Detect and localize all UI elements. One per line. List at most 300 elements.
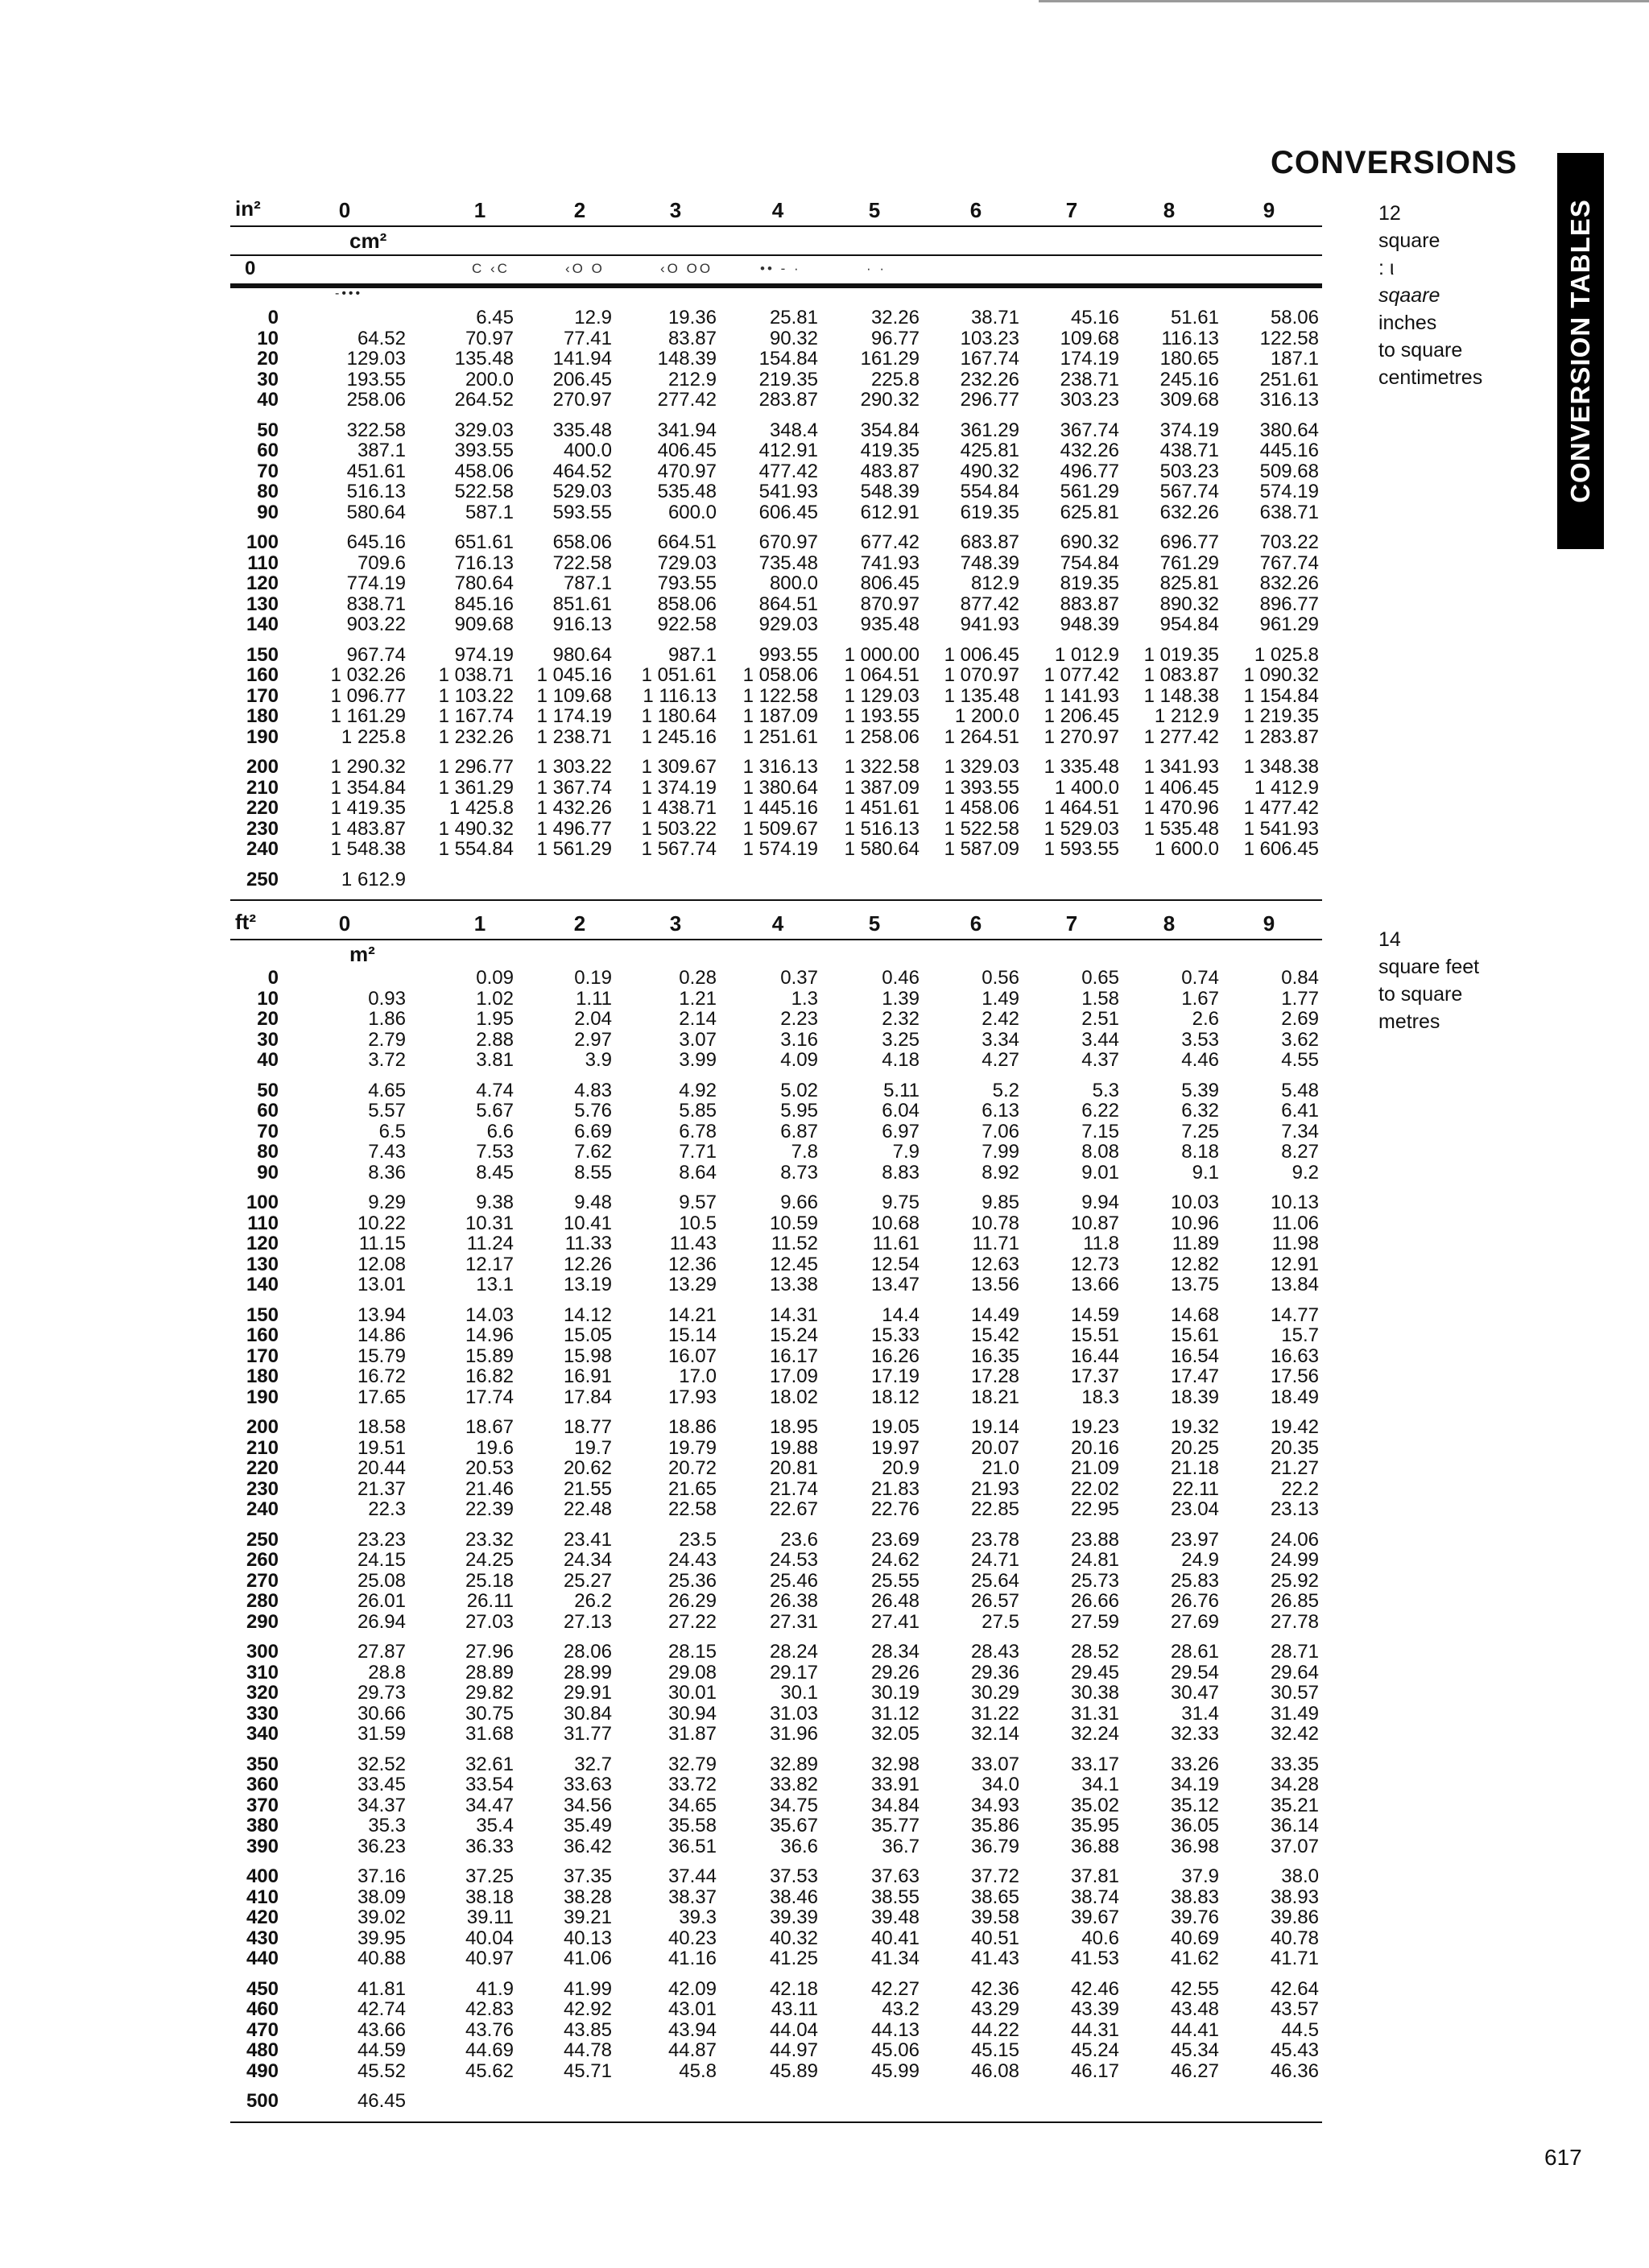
table-cell: 0.37: [780, 967, 818, 989]
table-cell: 664.51: [657, 531, 717, 553]
row-label: 190: [246, 725, 279, 748]
table-cell: 24.34: [563, 1549, 612, 1571]
table-cell: 31.12: [870, 1702, 920, 1725]
table-cell: 1 367.74: [536, 776, 612, 799]
table-cell: 21.37: [357, 1477, 406, 1500]
row-label: 10: [257, 987, 279, 1010]
table-cell: 35.95: [1070, 1815, 1119, 1836]
table-cell: 11.43: [669, 1233, 717, 1254]
table-cell: 19.36: [667, 307, 717, 328]
table-cell: 2.32: [882, 1008, 920, 1030]
table-cell: 3.99: [679, 1049, 717, 1071]
row-group: [230, 1530, 1322, 1633]
table-cell: 1.77: [1281, 987, 1319, 1010]
table-cell: 7.43: [368, 1141, 406, 1163]
table-cell: 45.24: [1070, 2039, 1119, 2061]
table-cell: 1 116.13: [643, 684, 717, 707]
table-cell: 42.36: [970, 1977, 1019, 2000]
table-cell: 10.5: [679, 1212, 717, 1234]
table-row: [230, 1050, 1322, 1071]
table-cell: 1 225.8: [341, 725, 406, 748]
table-cell: 44.59: [357, 2039, 406, 2061]
table-cell: 7.06: [982, 1120, 1019, 1142]
table-cell: 961.29: [1259, 613, 1319, 635]
table-cell: 21.55: [563, 1477, 612, 1500]
row-label: 160: [246, 664, 279, 686]
table-row: [230, 481, 1322, 502]
table-cell: 28.89: [465, 1661, 514, 1683]
table-cell: 1 090.32: [1243, 664, 1319, 686]
table-cell: 548.39: [860, 481, 920, 502]
row-label: 140: [246, 613, 279, 635]
table-in2-cm2: [230, 193, 1322, 901]
table-row: [230, 1836, 1322, 1857]
table-cell: 483.87: [860, 460, 920, 482]
table-cell: 20.81: [769, 1457, 818, 1479]
table-cell: 23.41: [563, 1528, 612, 1551]
table-cell: 1.95: [476, 1008, 514, 1030]
table-cell: 1 019.35: [1143, 643, 1219, 666]
row-label: 190: [246, 1386, 279, 1408]
row-group: [230, 420, 1322, 523]
table-cell: 3.62: [1281, 1028, 1319, 1051]
table-cell: 11.89: [1172, 1233, 1219, 1254]
table-cell: 1 432.26: [536, 797, 612, 819]
table-cell: 37.81: [1070, 1865, 1119, 1887]
table-cell: 14.59: [1070, 1303, 1119, 1326]
table-cell: 0.84: [1281, 967, 1319, 989]
table-cell: 258.06: [346, 389, 406, 411]
table-cell: 1 245.16: [641, 725, 717, 748]
table-cell: 43.29: [970, 1998, 1019, 2020]
row-label: 320: [246, 1682, 279, 1704]
table-cell: 14.77: [1270, 1303, 1319, 1326]
table-cell: 14.68: [1170, 1303, 1219, 1326]
table-cell: 32.61: [465, 1753, 514, 1775]
table-cell: 1 103.22: [438, 684, 514, 707]
table-cell: 296.77: [960, 389, 1019, 411]
table-cell: 30.29: [970, 1682, 1019, 1704]
table-cell: 27.5: [982, 1610, 1019, 1633]
table-cell: 43.39: [1070, 1998, 1119, 2020]
table-cell: 64.52: [357, 327, 406, 349]
table-cell: 31.22: [970, 1702, 1019, 1725]
table-cell: 29.91: [563, 1682, 612, 1704]
table-cell: 12.36: [667, 1253, 717, 1275]
row-label: 390: [246, 1835, 279, 1857]
table-cell: 42.46: [1070, 1977, 1119, 2000]
table-cell: 10.59: [769, 1212, 818, 1234]
table-cell: 1 096.77: [330, 684, 406, 707]
row-label: 90: [257, 1161, 279, 1184]
table-cell: 980.64: [552, 643, 612, 666]
table-cell: 490.32: [960, 460, 1019, 482]
table-cell: 1 483.87: [330, 817, 406, 840]
table-cell: 41.62: [1170, 1948, 1219, 1969]
table-cell: 27.59: [1070, 1610, 1119, 1633]
table-row: [230, 968, 1322, 989]
table-cell: 13.19: [563, 1274, 612, 1295]
table-cell: 36.88: [1070, 1835, 1119, 1857]
table-cell: 27.41: [870, 1610, 920, 1633]
table-cell: 30.01: [667, 1682, 717, 1704]
table-cell: 17.93: [667, 1386, 717, 1408]
page-title: CONVERSIONS: [1271, 145, 1518, 180]
table-cell: 200.0: [465, 368, 514, 390]
table-cell: 19.7: [574, 1436, 612, 1459]
table-cell: 39.48: [870, 1907, 920, 1928]
table-cell: 7.9: [892, 1141, 920, 1163]
table-cell: 20.62: [563, 1457, 612, 1479]
table-cell: 42.27: [870, 1977, 920, 2000]
table-cell: 806.45: [860, 572, 920, 594]
table-cell: 30.1: [780, 1682, 818, 1704]
table-row: [230, 390, 1322, 411]
table-cell: 535.48: [657, 481, 717, 502]
table-cell: 15.79: [357, 1345, 406, 1367]
table-row: [230, 1663, 1322, 1683]
table-cell: 20.72: [667, 1457, 717, 1479]
row-label: 140: [246, 1274, 279, 1295]
table-cell: 21.93: [970, 1477, 1019, 1500]
table-cell: 1 077.42: [1044, 664, 1119, 686]
table-cell: 32.05: [870, 1723, 920, 1745]
column-header: 5: [868, 198, 881, 222]
table-cell: 38.09: [357, 1886, 406, 1908]
column-header-row: [230, 193, 1322, 227]
table-cell: 20.53: [465, 1457, 514, 1479]
table-row: [230, 461, 1322, 482]
table-row: [230, 757, 1322, 778]
table-row: [230, 1550, 1322, 1571]
table-row: [230, 370, 1322, 390]
table-cell: 20.44: [357, 1457, 406, 1479]
table-cell: 9.01: [1081, 1161, 1119, 1184]
table-cell: 41.53: [1070, 1948, 1119, 1969]
table-cell: 754.84: [1060, 552, 1119, 574]
table-cell: 658.06: [552, 531, 612, 553]
table-cell: 45.06: [870, 2039, 920, 2061]
table-cell: 38.74: [1070, 1886, 1119, 1908]
description-line: square feet: [1378, 956, 1480, 978]
table-cell: 37.35: [563, 1865, 612, 1887]
table-cell: 761.29: [1159, 552, 1219, 574]
table-cell: 993.55: [758, 643, 818, 666]
table-cell: 1 290.32: [330, 756, 406, 778]
table-cell: 11.52: [771, 1233, 818, 1254]
table-cell: 11.71: [972, 1233, 1019, 1254]
row-label: 160: [246, 1324, 279, 1346]
table-cell: 1 400.0: [1054, 776, 1119, 799]
table-cell: 509.68: [1259, 460, 1319, 482]
table-cell: 39.39: [769, 1907, 818, 1928]
table-row: [230, 1101, 1322, 1122]
row-label: 440: [246, 1948, 279, 1969]
description-line: 14: [1378, 928, 1401, 951]
table-cell: 21.46: [465, 1477, 514, 1500]
table-cell: 4.83: [574, 1079, 612, 1101]
table-cell: 0.46: [882, 967, 920, 989]
table-cell: 645.16: [346, 531, 406, 553]
table-cell: 31.4: [1181, 1702, 1219, 1725]
table-cell: 34.37: [357, 1794, 406, 1816]
table-cell: 225.8: [870, 368, 920, 390]
table-cell: 1 374.19: [641, 776, 717, 799]
row-group: [230, 645, 1322, 748]
table-cell: 43.01: [667, 1998, 717, 2020]
table-cell: 14.21: [667, 1303, 717, 1326]
table-cell: 44.41: [1170, 2018, 1219, 2041]
table-cell: 12.26: [563, 1253, 612, 1275]
table-cell: 19.97: [870, 1436, 920, 1459]
table-cell: 17.47: [1170, 1365, 1219, 1387]
table-cell: 393.55: [454, 440, 514, 461]
table-cell: 819.35: [1060, 572, 1119, 594]
table-cell: 39.67: [1070, 1907, 1119, 1928]
table-cell: 44.69: [465, 2039, 514, 2061]
table-cell: 31.87: [667, 1723, 717, 1745]
row-label: 480: [246, 2039, 279, 2061]
row-label: 490: [246, 2059, 279, 2082]
table-cell: 10.96: [1170, 1212, 1219, 1234]
table-cell: 8.55: [574, 1161, 612, 1184]
table-cell: 11.98: [1271, 1233, 1319, 1254]
table-cell: 329.03: [454, 419, 514, 441]
table-cell: 38.71: [970, 307, 1019, 328]
table-cell: 1 135.48: [944, 684, 1019, 707]
table-cell: 1 174.19: [536, 705, 612, 727]
table-cell: 25.18: [465, 1569, 514, 1592]
column-header: 4: [771, 911, 784, 936]
table-row: [230, 778, 1322, 799]
table-cell: 36.42: [563, 1835, 612, 1857]
table-cell: 20.9: [882, 1457, 920, 1479]
row-label: 110: [247, 552, 279, 574]
table-cell: 3.72: [368, 1049, 406, 1071]
table-cell: 15.14: [667, 1324, 717, 1346]
table-cell: 116.13: [1161, 327, 1219, 349]
table-cell: 34.56: [563, 1794, 612, 1816]
table-cell: 4.65: [368, 1079, 406, 1101]
table-cell: 20.35: [1270, 1436, 1319, 1459]
table-cell: 46.45: [357, 2090, 406, 2112]
table-cell: 17.37: [1070, 1365, 1119, 1387]
table-cell: 15.24: [769, 1324, 818, 1346]
table-cell: 606.45: [758, 501, 818, 523]
table-cell: 232.26: [960, 368, 1019, 390]
table-cell: 18.67: [465, 1416, 514, 1438]
table-row: [230, 308, 1322, 328]
row-label: 150: [246, 643, 279, 666]
table-row: [230, 594, 1322, 615]
table-cell: 13.01: [357, 1274, 406, 1295]
table-cell: 16.17: [769, 1345, 818, 1367]
table-cell: 696.77: [1159, 531, 1219, 553]
row-label: 10: [257, 327, 279, 349]
table-cell: 30.19: [870, 1682, 920, 1704]
table-cell: 122.58: [1259, 327, 1319, 349]
table-row: [230, 502, 1322, 523]
table-cell: 22.95: [1070, 1498, 1119, 1520]
row-group: [230, 1642, 1322, 1745]
table-cell: 20.07: [970, 1436, 1019, 1459]
table-cell: 44.04: [769, 2018, 818, 2041]
table-cell: 1 516.13: [844, 817, 920, 840]
table-cell: 14.4: [882, 1303, 920, 1326]
table-row: [230, 328, 1322, 349]
row-label: 350: [246, 1753, 279, 1775]
table-cell: 23.5: [679, 1528, 717, 1551]
column-header: 5: [868, 911, 881, 936]
table-cell: 1 200.0: [954, 705, 1019, 727]
table-cell: 27.96: [465, 1641, 514, 1663]
table-cell: 44.13: [870, 2018, 920, 2041]
table-cell: 36.14: [1270, 1815, 1319, 1836]
table-row: [230, 1724, 1322, 1745]
row-group: [230, 1305, 1322, 1408]
table-cell: 23.04: [1170, 1498, 1219, 1520]
table-cell: 277.42: [657, 389, 717, 411]
table-cell: 12.73: [1070, 1253, 1119, 1275]
table-cell: 41.16: [667, 1948, 717, 1969]
table-cell: 1 045.16: [536, 664, 612, 686]
table-cell: 20.25: [1170, 1436, 1219, 1459]
table-row: [230, 1458, 1322, 1479]
section-tab: [1557, 153, 1604, 549]
table-cell: 1 025.8: [1254, 643, 1319, 666]
table-cell: 17.0: [679, 1365, 717, 1387]
table-row: [230, 2020, 1322, 2041]
row-label: 210: [246, 1436, 279, 1459]
table-row: [230, 1928, 1322, 1949]
table-cell: 7.53: [476, 1141, 514, 1163]
table-cell: 36.98: [1170, 1835, 1219, 1857]
table-cell: 2.88: [476, 1028, 514, 1051]
table-cell: 632.26: [1159, 501, 1219, 523]
table-cell: 18.3: [1081, 1386, 1119, 1408]
table-cell: 967.74: [346, 643, 406, 666]
row-label: 410: [246, 1886, 279, 1908]
table-cell: 987.1: [667, 643, 717, 666]
table-cell: 45.71: [563, 2059, 612, 2082]
row-label: 180: [246, 705, 279, 727]
table-cell: 18.39: [1170, 1386, 1219, 1408]
table-cell: 612.91: [860, 501, 920, 523]
row-group: [230, 757, 1322, 860]
table-cell: 28.8: [368, 1661, 406, 1683]
table-cell: 45.99: [870, 2059, 920, 2082]
table-cell: 29.26: [870, 1661, 920, 1683]
table-cell: 741.93: [860, 552, 920, 574]
table-cell: 1 006.45: [944, 643, 1019, 666]
table-cell: 39.02: [357, 1907, 406, 1928]
table-cell: 367.74: [1060, 419, 1119, 441]
table-cell: 4.92: [679, 1079, 717, 1101]
table-cell: 45.15: [970, 2039, 1019, 2061]
table-cell: 1 458.06: [944, 797, 1019, 819]
table-cell: 1 012.9: [1054, 643, 1119, 666]
description-line: inches: [1378, 312, 1437, 334]
table-cell: 24.9: [1181, 1549, 1219, 1571]
table-cell: 15.33: [870, 1324, 920, 1346]
table-cell: 5.2: [992, 1079, 1019, 1101]
table-row: [230, 1305, 1322, 1326]
table-cell: 24.71: [970, 1549, 1019, 1571]
table-cell: 1 161.29: [330, 705, 406, 727]
table-cell: 14.12: [563, 1303, 612, 1326]
table-cell: 31.96: [769, 1723, 818, 1745]
table-cell: 1.49: [982, 987, 1019, 1010]
table-cell: 870.97: [860, 593, 920, 615]
table-cell: 3.9: [585, 1049, 612, 1071]
table-cell: 12.08: [357, 1253, 406, 1275]
row-label: 280: [246, 1590, 279, 1612]
table-cell: 13.66: [1070, 1274, 1119, 1295]
table-cell: 16.72: [357, 1365, 406, 1387]
table-cell: 6.5: [378, 1120, 406, 1142]
table-cell: 24.15: [357, 1549, 406, 1571]
table-cell: 37.63: [870, 1865, 920, 1887]
table-cell: 22.58: [667, 1498, 717, 1520]
row-label: 330: [246, 1702, 279, 1725]
table-cell: 18.49: [1270, 1386, 1319, 1408]
table-cell: 40.23: [667, 1927, 717, 1949]
table-cell: 23.6: [780, 1528, 818, 1551]
table-cell: 22.76: [870, 1498, 920, 1520]
table-cell: 35.49: [563, 1815, 612, 1836]
table-cell: 33.72: [667, 1774, 717, 1795]
table-cell: 44.5: [1281, 2018, 1319, 2041]
table-cell: 40.88: [357, 1948, 406, 1969]
table-cell: 28.52: [1070, 1641, 1119, 1663]
table-cell: 25.27: [563, 1569, 612, 1592]
table-cell: 12.63: [970, 1253, 1019, 1275]
table-cell: 9.29: [368, 1192, 406, 1213]
zero-band: [230, 254, 1322, 288]
row-label: 260: [246, 1549, 279, 1571]
table-cell: 44.97: [769, 2039, 818, 2061]
row-label: 30: [257, 1028, 279, 1051]
table-row: [230, 573, 1322, 594]
table-cell: 283.87: [758, 389, 818, 411]
table-cell: 31.68: [465, 1723, 514, 1745]
table-cell: 29.54: [1170, 1661, 1219, 1683]
table-cell: 1 541.93: [1243, 817, 1319, 840]
table-cell: 954.84: [1159, 613, 1219, 635]
table-cell: 8.83: [882, 1161, 920, 1184]
table-cell: 15.89: [465, 1345, 514, 1367]
column-header: 7: [1065, 911, 1078, 936]
table-cell: 9.1: [1192, 1161, 1219, 1184]
table-cell: 716.13: [454, 552, 514, 574]
table-cell: 32.24: [1070, 1723, 1119, 1745]
table-cell: 24.81: [1070, 1549, 1119, 1571]
table-cell: 34.75: [769, 1794, 818, 1816]
table-bottom-rule: [230, 899, 1322, 901]
table-cell: 20.16: [1070, 1436, 1119, 1459]
table-cell: 26.2: [574, 1590, 612, 1612]
table-cell: 31.59: [357, 1723, 406, 1745]
table-cell: 103.23: [960, 327, 1019, 349]
table-cell: 832.26: [1259, 572, 1319, 594]
table-cell: 15.05: [563, 1324, 612, 1346]
row-group: [230, 2091, 1322, 2112]
table-cell: 251.61: [1259, 368, 1319, 390]
table-cell: 4.46: [1181, 1049, 1219, 1071]
table-cell: 21.0: [982, 1457, 1019, 1479]
table-cell: 32.42: [1270, 1723, 1319, 1745]
table-cell: 37.9: [1181, 1865, 1219, 1887]
